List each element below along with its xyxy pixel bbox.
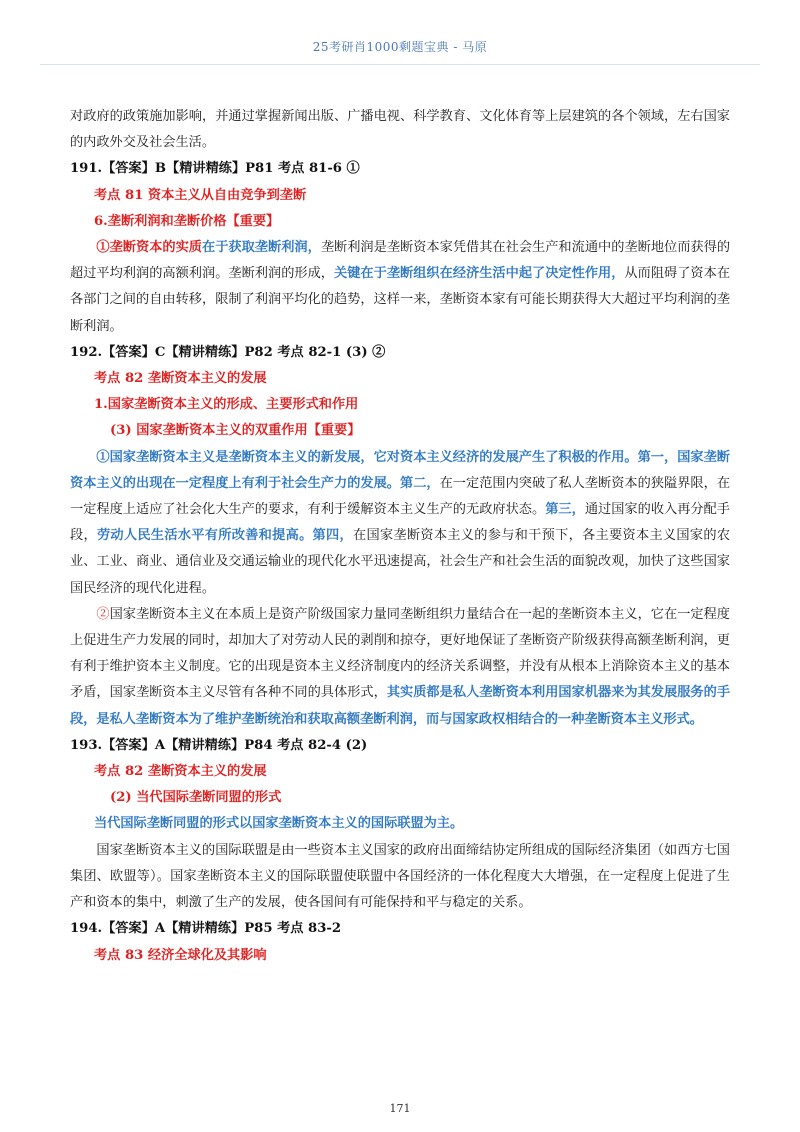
answer-line-191: 191.【答案】B【精讲精练】P81 考点 81-6 ①	[70, 161, 360, 177]
page-number: 171	[389, 1102, 411, 1115]
text-red: ②	[96, 606, 110, 622]
paragraph-192-2	[70, 602, 730, 733]
paragraph-191	[70, 235, 730, 340]
text-plain: 在一定范围内突破了私人垄断资本的狭隘界限，在一定程度上适应了社会化大生产的要求，有利于缓解资本主义生产的无政府状态。	[70, 475, 731, 518]
text-plain: 垄断利润是垄断资本家凭借其在社会生产和流通中的垄断地位而获得的超过平均利润的高额利润。垄断利润的形成，	[70, 240, 731, 282]
text-blue: 第三，	[545, 502, 585, 518]
text-blue: 关键在于垄断组织在经济生活中起了决定性作用，	[334, 266, 625, 282]
text-red: ①垄断资本的实质	[96, 240, 202, 256]
answer-line-192: 192.【答案】C【精讲精练】P82 考点 82-1 (3) ②	[70, 344, 386, 360]
answer-line-193: 193.【答案】A【精讲精练】P84 考点 82-4 (2)	[70, 737, 368, 753]
text-blue: 劳动人民生活水平有所改善和提高。第四，	[96, 528, 353, 544]
section-heading-3: (3) 国家垄断资本主义的双重作用【重要】	[110, 423, 361, 439]
kaodian-81: 考点 81 资本主义从自由竞争到垄断	[94, 187, 307, 203]
paragraph-193: 国家垄断资本主义的国际联盟是由一些资本主义国家的政府出面缔结协定所组成的国际经济集团（如西方七国集团、欧盟等）。国家垄断资本主义的国际联盟使联盟中各国经济的一体化程度大大增强，在一定程度上促进了生产和资本的集中，刺激了生产的发展，使各国间有可能保持和平与稳定的关系。	[70, 842, 730, 911]
section-heading-6: 6.垄断利润和垄断价格【重要】	[94, 213, 280, 229]
kaodian-82: 考点 82 垄断资本主义的发展	[94, 371, 267, 387]
text-blue: ①国家垄断资本主义是垄断资本主义的新发展，它对资本主义经济的发展产生了积极的作用。第一，国家垄断资本主义的出现在一定程度上有利于社会生产力的发展。第二，	[70, 449, 730, 491]
text-plain: 国家垄断资本主义在本质上是资产阶级国家力量同垄断组织力量结合在一起的垄断资本主义，它在一定程度上促进生产力发展的同时，却加大了对劳动人民的剥削和掠夺，更好地保证了垄断资产阶级获得高额垄断利润，更有利于维护资本主义制度。它的出现是资本主义经济制度内的经济关系调整，并没有从根本上消除资本主义的基本矛盾，国家垄断资本主义尽管有各种不同的具体形式，	[70, 606, 730, 701]
text-plain: 从而阻碍了资本在各部门之间的自由转移，限制了利润平均化的趋势，这样一来，垄断资本家有可能长期获得大大超过平均利润的垄断利润。	[70, 266, 731, 334]
highlight-line-193: 当代国际垄断同盟的形式以国家垄断资本主义的国际联盟为主。	[94, 816, 464, 832]
text-blue: 其实质都是私人垄断资本利用国家机器来为其发展服务的手段，是私人垄断资本为了维护垄断统治和获取高额垄断利润，而与国家政权相结合的一种垄断资本主义形式。	[70, 685, 731, 727]
paragraph-continuation: 对政府的政策施加影响，并通过掌握新闻出版、广播电视、科学教育、文化体育等上层建筑的各个领域，左右国家的内政外交及社会生活。	[70, 109, 730, 151]
section-heading-1: 1.国家垄断资本主义的形成、主要形式和作用	[94, 397, 359, 413]
kaodian-82-b: 考点 82 垄断资本主义的发展	[94, 764, 267, 780]
text-plain: 通过国家的收入再分配手段，	[70, 502, 731, 544]
running-header: 25考研肖1000剩题宝典 - 马原	[312, 40, 488, 54]
section-heading-2: (2) 当代国际垄断同盟的形式	[110, 790, 282, 806]
answer-line-194: 194.【答案】A【精讲精练】P85 考点 83-2	[70, 921, 342, 937]
paragraph-192-1	[70, 445, 730, 602]
header-rule	[40, 64, 760, 65]
text-blue: 在于获取垄断利润，	[202, 240, 321, 256]
page-content	[70, 104, 730, 969]
kaodian-83: 考点 83 经济全球化及其影响	[94, 947, 267, 963]
text-plain: 在国家垄断资本主义的参与和干预下，各主要资本主义国家的农业、工业、商业、通信业及交通运输业的现代化水平迅速提高，社会生产和社会生活的面貌改观，加快了这些国家国民经济的现代化进程。	[70, 528, 731, 596]
